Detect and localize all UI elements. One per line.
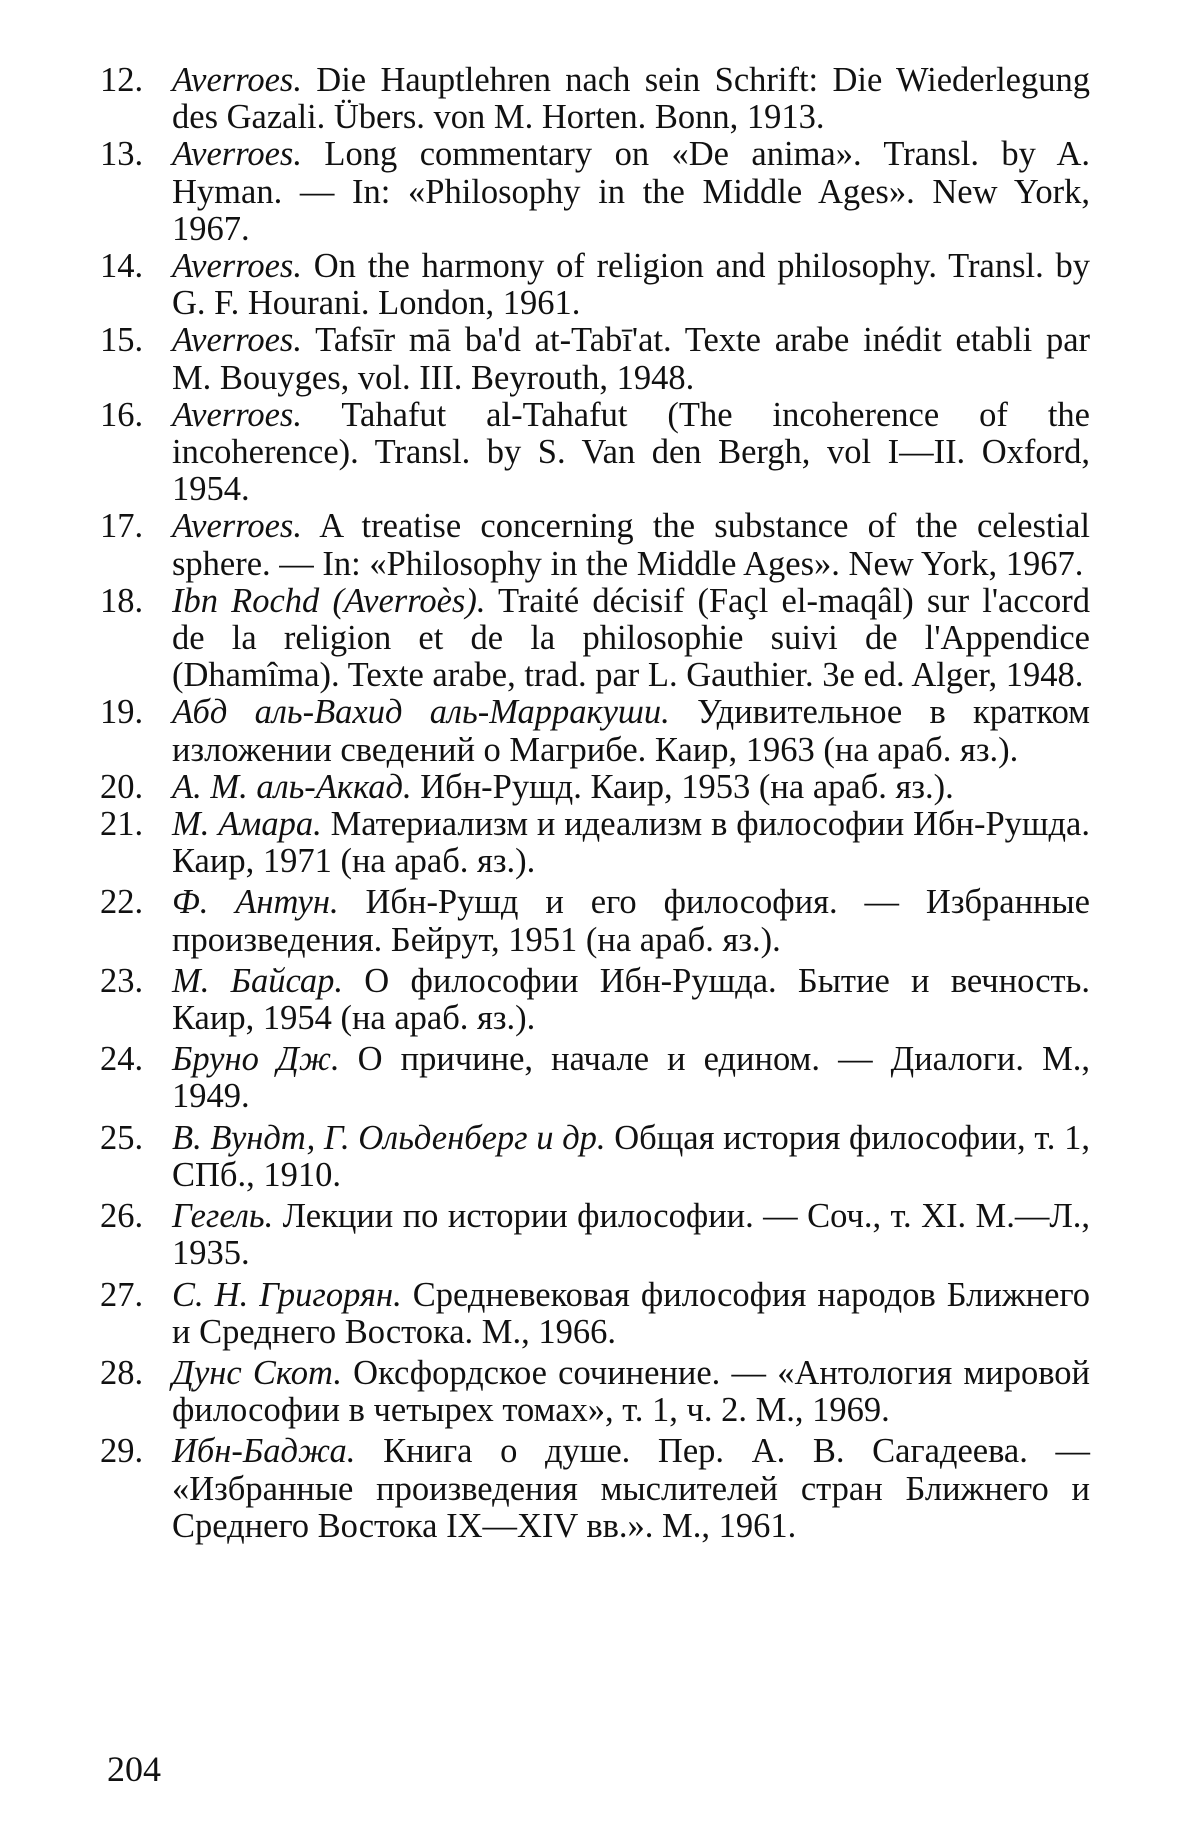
- entry-text: Оксфордское сочинение. — «Антология мировой философии в четырех томах», т. 1, ч. 2. М., 1969.: [172, 1353, 1090, 1430]
- bibliography-entry-16: [100, 397, 1090, 509]
- bibliography-entry-26: [100, 1198, 1090, 1272]
- entry-text: A treatise concerning the substance of the celestial sphere. — In: «Philosophy in the Middle Ages». New York, 1967.: [172, 507, 1090, 583]
- entry-number: 28.: [100, 1353, 144, 1392]
- entry-author: С. Н. Григорян.: [172, 1275, 402, 1314]
- entry-author: М. Амара.: [172, 805, 322, 844]
- bibliography-entry-12: [100, 62, 1090, 136]
- entry-number: 22.: [100, 883, 144, 922]
- entry-number: 29.: [100, 1432, 144, 1471]
- bibliography-list: [100, 62, 1090, 1545]
- entry-number: 24.: [100, 1040, 144, 1079]
- bibliography-entry-28: [100, 1355, 1090, 1429]
- entry-text: Ибн-Рушд и его философия. — Избранные произведения. Бейрут, 1951 (на араб. яз.).: [172, 883, 1090, 959]
- bibliography-page: [100, 62, 1090, 1545]
- entry-text: Общая история философии, т. 1, СПб., 1910.: [172, 1118, 1090, 1194]
- entry-author: Averroes.: [172, 395, 302, 434]
- entry-author: Гегель.: [172, 1197, 274, 1236]
- entry-number: 23.: [100, 961, 144, 1000]
- entry-author: Averroes.: [172, 135, 302, 174]
- entry-author: Ибн-Баджа.: [172, 1432, 356, 1471]
- entry-number: 15.: [100, 321, 144, 360]
- entry-text: Книга о душе. Пер. А. В. Сагадеева. — «Избранные произведения мыслителей стран Ближнего и Среднего Востока IX—XIV вв.». М., 1961.: [172, 1432, 1090, 1545]
- bibliography-entry-24: [100, 1041, 1090, 1115]
- entry-author: Бруно Дж.: [172, 1040, 340, 1079]
- entry-number: 19.: [100, 693, 144, 732]
- entry-number: 13.: [100, 135, 144, 174]
- bibliography-entry-23: [100, 963, 1090, 1037]
- entry-text: Tahafut al-Tahafut (The incoherence of the incoherence). Transl. by S. Van den Bergh, vol I—II. Oxford, 1954.: [172, 395, 1090, 509]
- entry-text: Удивительное в кратком изложении сведений о Магрибе. Каир, 1963 (на араб. яз.).: [172, 693, 1090, 769]
- entry-text: Средневековая философия народов Ближнего и Среднего Востока. М., 1966.: [172, 1275, 1090, 1351]
- entry-author: Дунс Скот.: [172, 1353, 342, 1392]
- page-number: 204: [107, 1749, 161, 1789]
- bibliography-entry-20: [100, 769, 1090, 806]
- entry-author: Averroes.: [172, 321, 302, 360]
- bibliography-entry-17: [100, 508, 1090, 582]
- entry-number: 20.: [100, 767, 144, 806]
- entry-author: Averroes.: [172, 247, 302, 286]
- entry-number: 12.: [100, 61, 144, 99]
- entry-author: Ф. Антун.: [172, 883, 339, 922]
- entry-author: Averroes.: [172, 507, 302, 546]
- entry-text: О причине, начале и едином. — Диалоги. М., 1949.: [172, 1040, 1090, 1116]
- bibliography-entry-14: [100, 248, 1090, 322]
- bibliography-entry-22: [100, 884, 1090, 958]
- entry-number: 16.: [100, 395, 144, 434]
- entry-number: 25.: [100, 1118, 144, 1157]
- bibliography-entry-25: [100, 1120, 1090, 1194]
- bibliography-entry-29: [100, 1433, 1090, 1545]
- entry-author: Ibn Rochd (Averroès).: [172, 581, 486, 620]
- entry-text: Материализм и идеализм в философии Ибн-Рушда. Каир, 1971 (на араб. яз.).: [172, 805, 1090, 881]
- entry-number: 14.: [100, 247, 144, 286]
- entry-number: 26.: [100, 1197, 144, 1236]
- entry-author: Абд аль-Вахид аль-Марракуши.: [172, 693, 670, 732]
- entry-text: On the harmony of religion and philosophy. Transl. by G. F. Hourani. London, 1961.: [172, 247, 1090, 323]
- entry-text: Long commentary on «De anima». Transl. by A. Hyman. — In: «Philosophy in the Middle Ages». New York, 1967.: [172, 135, 1090, 248]
- entry-text: Die Hauptlehren nach sein Schrift: Die Wiederlegung des Gazali. Übers. von M. Horten. Bonn, 1913.: [172, 61, 1090, 137]
- entry-author: Averroes.: [172, 61, 302, 99]
- entry-text: Лекции по истории философии. — Соч., т. XI. М.—Л., 1935.: [172, 1197, 1090, 1273]
- entry-author: А. М. аль-Аккад.: [172, 767, 412, 806]
- entry-number: 18.: [100, 581, 144, 620]
- entry-number: 17.: [100, 507, 144, 546]
- bibliography-entry-19: [100, 694, 1090, 768]
- entry-number: 21.: [100, 805, 144, 844]
- bibliography-entry-21: [100, 806, 1090, 880]
- entry-author: В. Вундт, Г. Ольденберг и др.: [172, 1118, 606, 1157]
- entry-text: О философии Ибн-Рушда. Бытие и вечность. Каир, 1954 (на араб. яз.).: [172, 961, 1090, 1038]
- entry-number: 27.: [100, 1275, 144, 1314]
- bibliography-entry-18: [100, 583, 1090, 695]
- entry-text: Ибн-Рушд. Каир, 1953 (на араб. яз.).: [411, 767, 954, 806]
- bibliography-entry-13: [100, 136, 1090, 248]
- entry-author: М. Байсар.: [172, 961, 344, 1000]
- bibliography-entry-27: [100, 1277, 1090, 1351]
- bibliography-entry-15: [100, 322, 1090, 396]
- entry-text: Traité décisif (Façl el-maqâl) sur l'accord de la religion et de la philosophie suivi de l'Appendice (Dhamîma). Texte arabe, trad. par L. Gauthier. 3e ed. Alger, 1948.: [172, 581, 1090, 695]
- entry-text: Tafsīr mā ba'd at-Tabī'at. Texte arabe inédit etabli par M. Bouyges, vol. III. Beyrouth, 1948.: [172, 321, 1090, 397]
